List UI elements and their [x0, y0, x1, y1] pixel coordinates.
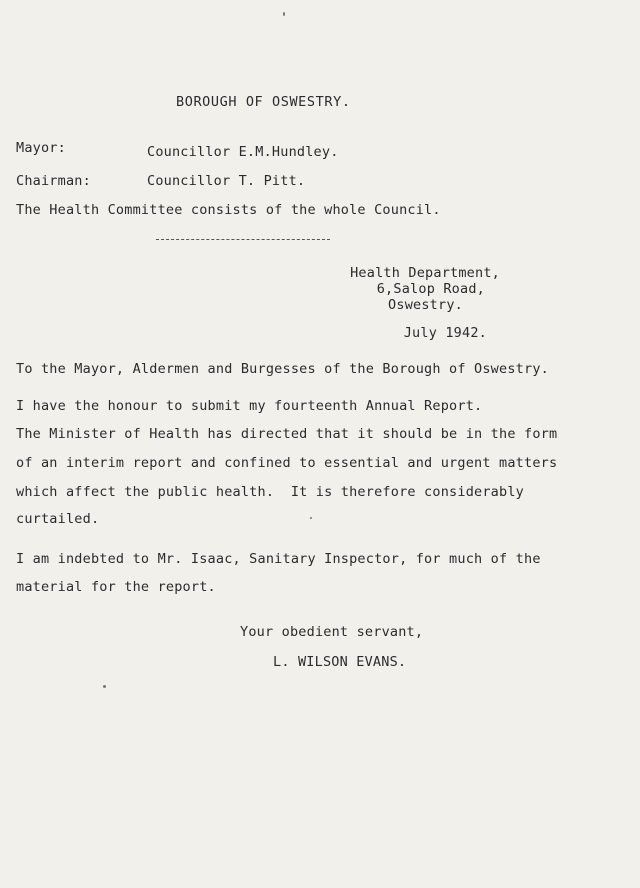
- closing-line: Your obedient servant,: [240, 624, 424, 640]
- divider-rule: [156, 239, 330, 240]
- mayor-name: Councillor E.M.Hundley.: [147, 144, 339, 160]
- chairman-name: Councillor T. Pitt.: [147, 173, 306, 189]
- committee-note: The Health Committee consists of the whole Council.: [16, 202, 441, 218]
- letter-date: July 1942.: [403, 325, 487, 341]
- paragraph-2-line-2: of an interim report and confined to essential and urgent matters: [16, 455, 558, 471]
- document-title: BOROUGH OF OSWESTRY.: [176, 94, 351, 110]
- paragraph-3-line-2: material for the report.: [16, 579, 216, 595]
- mayor-label: Mayor:: [16, 140, 66, 156]
- paragraph-2-line-3: which affect the public health. It is therefore considerably: [16, 484, 524, 500]
- paper-speck: [103, 685, 106, 688]
- paragraph-3-line-1: I am indebted to Mr. Isaac, Sanitary Inspector, for much of the: [16, 551, 541, 567]
- paragraph-2-line-4: curtailed.: [16, 511, 100, 527]
- address-line-2: 6,Salop Road,: [376, 281, 485, 297]
- salutation: To the Mayor, Aldermen and Burgesses of the Borough of Oswestry.: [16, 361, 549, 377]
- chairman-label: Chairman:: [16, 173, 91, 189]
- address-line-1: Health Department,: [350, 265, 500, 281]
- paper-speck: [310, 517, 312, 519]
- signature: L. WILSON EVANS.: [273, 654, 407, 670]
- paragraph-1: I have the honour to submit my fourteenth Annual Report.: [16, 398, 483, 414]
- paper-speck: [283, 12, 285, 16]
- address-line-3: Oswestry.: [388, 297, 463, 313]
- paragraph-2-line-1: The Minister of Health has directed that it should be in the form: [16, 426, 558, 442]
